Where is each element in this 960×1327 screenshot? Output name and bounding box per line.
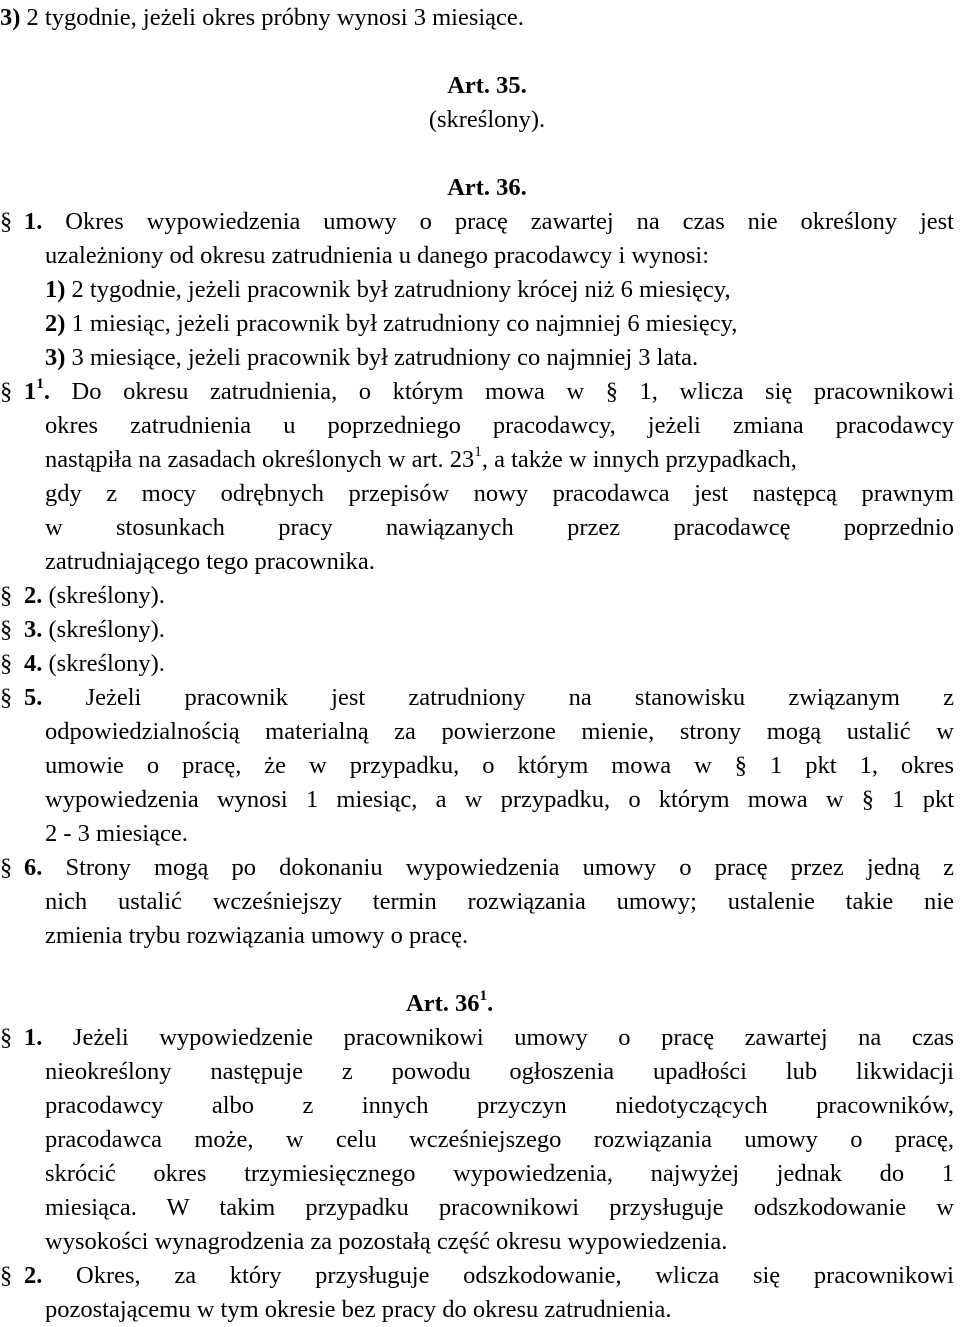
art361-paragraph-1-line: pracodawcy albo z innych przyczyn niedotyczących pracowników, [45,1092,954,1119]
list-item [0,273,954,307]
paragraph-3-line [0,613,954,647]
section-sign-icon: § [0,208,13,235]
art361-paragraph-1-line: pracodawca może, w celu wcześniejszego rozwiązania umowy o pracę, [45,1126,954,1153]
section-sign-icon: § [0,1024,13,1051]
paragraph-1-1-line: okres zatrudnienia u poprzedniego pracodawcy, jeżeli zmiana pracodawcy [45,412,954,439]
list-item [0,341,954,375]
paragraph-5-line: wypowiedzenia wynosi 1 miesiąc, a w przypadku, o którym mowa w § 1 pkt [45,786,954,813]
art361-paragraph-1-line: miesiąca. W takim przypadku pracownikowi przysługuje odszkodowanie w [45,1194,954,1221]
article-36-1-heading [0,987,954,1021]
paragraph-1-1-line: w stosunkach pracy nawiązanych przez pracodawcę poprzednio [45,514,954,541]
item-number: 3) [0,4,21,31]
article-dot: . [487,990,494,1017]
paragraph-number: 4. [24,650,43,677]
article-36-heading: Art. 36. [447,174,527,201]
paragraph-text: (skreślony). [42,650,165,677]
paragraph-1-1-line: gdy z mocy odrębnych przepisów nowy pracodawca jest następcą prawnym [45,480,954,507]
paragraph-5-line [0,681,954,715]
item-text: 3 miesiące, jeżeli pracownik był zatrudniony co najmniej 3 lata. [65,344,699,371]
paragraph-6-line [0,851,954,885]
section-sign-icon: § [0,650,13,677]
list-item [0,307,954,341]
paragraph-5-line: umowie o pracę, że w przypadku, o którym mowa w § 1 pkt 1, okres [45,752,954,779]
art361-paragraph-1-line: nieokreślony następuje z powodu ogłoszenia upadłości lub likwidacji [45,1058,954,1085]
paragraph-6-line: zmienia trybu rozwiązania umowy o pracę. [45,922,469,949]
section-sign-icon: § [0,378,13,405]
section-sign-icon: § [0,616,13,643]
paragraph-4-line [0,647,954,681]
paragraph-text: (skreślony). [42,582,165,609]
art361-paragraph-1-line [0,1021,954,1055]
paragraph-6-line: nich ustalić wcześniejszy termin rozwiązania umowy; ustalenie takie nie [45,888,954,915]
paragraph-number: 5. [24,684,43,711]
paragraph-1-1-line [0,375,954,409]
paragraph-number: 1. [24,1024,43,1051]
section-sign-icon: § [0,1262,13,1289]
paragraph-text: (skreślony). [42,616,165,643]
article-sup: 1 [479,987,488,1004]
article-title: Art. 36 [406,990,480,1017]
section-sign-icon: § [0,684,13,711]
item-number: 1) [45,276,66,303]
spacer [0,953,954,987]
section-sign-icon: § [0,854,13,881]
article-35-status: (skreślony). [428,106,546,133]
item-text: 2 tygodnie, jeżeli pracownik był zatrudniony krócej niż 6 miesięcy, [65,276,731,303]
item-number: 3) [45,344,66,371]
paragraph-text: Strony mogą po dokonaniu wypowiedzenia umowy o pracę przez jedną z [42,854,954,881]
paragraph-text: Jeżeli wypowiedzenie pracownikowi umowy o pracę zawartej na czas [42,1024,954,1051]
paragraph-1-1-line [0,443,954,477]
paragraph-number: 3. [24,616,43,643]
paragraph-1-line [0,205,954,239]
paragraph-number [24,375,50,405]
paragraph-number-dot: . [43,378,50,405]
paragraph-5-line: 2 - 3 miesiące. [45,820,188,847]
paragraph-number-sup: 1 [36,375,44,392]
art361-paragraph-2-line [0,1259,954,1293]
paragraph-text: , a także w innych przypadkach, [481,446,797,473]
paragraph-number-main: 1 [24,378,37,405]
article-35-heading: Art. 35. [447,72,527,99]
art361-paragraph-2-line: pozostającemu w tym okresie bez pracy do okresu zatrudnienia. [45,1296,672,1323]
section-sign-icon: § [0,582,13,609]
spacer [0,35,954,69]
item-text: 1 miesiąc, jeżeli pracownik był zatrudniony co najmniej 6 miesięcy, [65,310,738,337]
paragraph-number: 6. [24,854,43,881]
art361-paragraph-1-line: wysokości wynagrodzenia za pozostałą część okresu wypowiedzenia. [45,1228,728,1255]
paragraph-text: nastąpiła na zasadach określonych w art. 23 [45,446,475,473]
text-line [0,1,954,35]
paragraph-text: Okres, za który przysługuje odszkodowanie, wlicza się pracownikowi [42,1262,954,1289]
paragraph-number: 1. [24,208,43,235]
paragraph-text: Okres wypowiedzenia umowy o pracę zawartej na czas nie określony jest [42,208,954,235]
paragraph-5-line: odpowiedzialnością materialną za powierzone mienie, strony mogą ustalić w [45,718,954,745]
paragraph-1-line: uzależniony od okresu zatrudnienia u danego pracodawcy i wynosi: [45,242,710,269]
paragraph-2-line [0,579,954,613]
item-text: 2 tygodnie, jeżeli okres próbny wynosi 3 miesiące. [20,4,524,31]
paragraph-text: Jeżeli pracownik jest zatrudniony na stanowisku związanym z [42,684,954,711]
item-number: 2) [45,310,66,337]
paragraph-text: Do okresu zatrudnienia, o którym mowa w § 1, wlicza się pracownikowi [49,378,954,405]
paragraph-number: 2. [24,1262,43,1289]
art361-paragraph-1-line: skrócić okres trzymiesięcznego wypowiedzenia, najwyżej jednak do 1 [45,1160,954,1187]
spacer [0,137,954,171]
paragraph-number: 2. [24,582,43,609]
paragraph-1-1-line: zatrudniającego tego pracownika. [45,548,375,575]
superscript: 1 [474,443,482,460]
